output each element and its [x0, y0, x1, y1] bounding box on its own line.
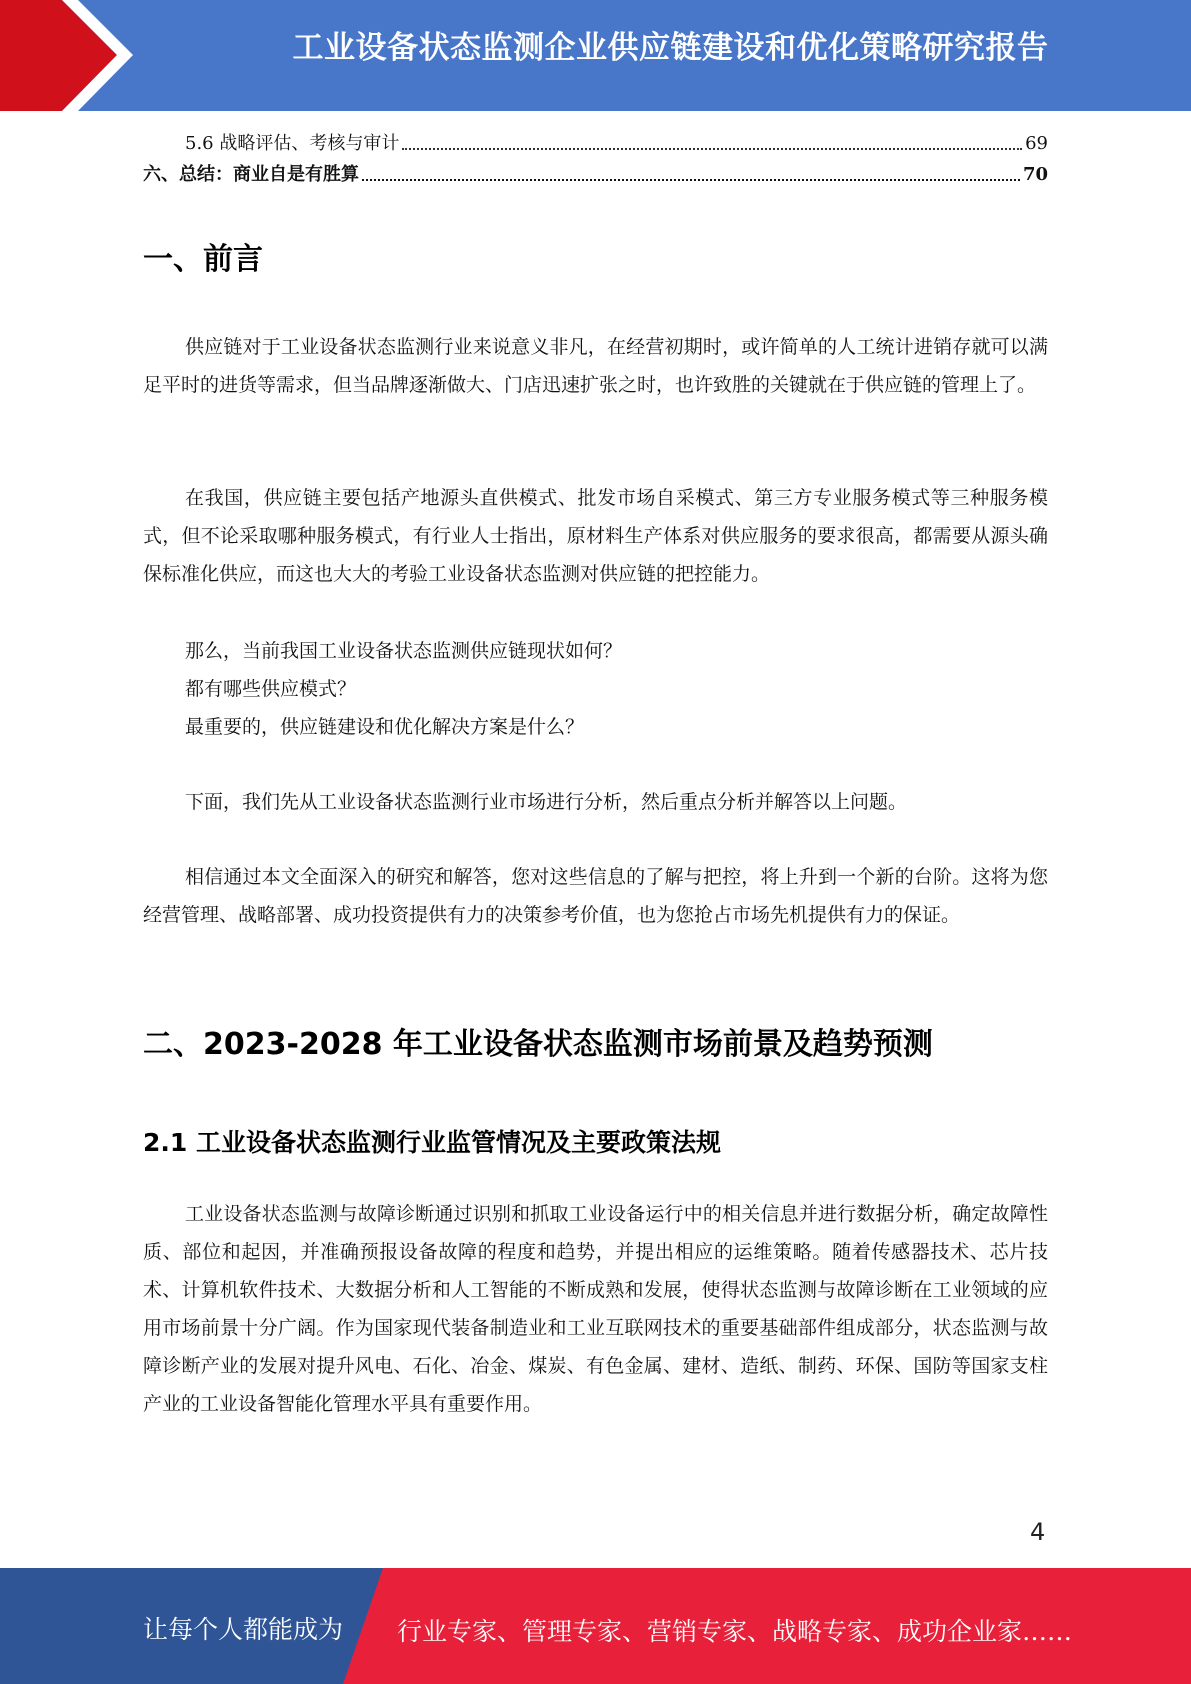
toc-entry[interactable]	[143, 161, 1048, 187]
question-line: 那么，当前我国工业设备状态监测供应链现状如何？	[185, 640, 623, 662]
paragraph: 下面，我们先从工业设备状态监测行业市场进行分析，然后重点分析并解答以上问题。	[185, 791, 908, 813]
toc-leader-dots	[362, 179, 1020, 181]
page-header	[0, 0, 1191, 111]
toc-entry-label: 六、总结：商业自是有胜算	[143, 164, 359, 185]
paragraph: 工业设备状态监测与故障诊断通过识别和抓取工业设备运行中的相关信息并进行数据分析，确定故障性质、部位和起因，并准确预报设备故障的程度和趋势，并提出相应的运维策略。随着传感器技术、芯片技术、计算机软件技术、大数据分析和人工智能的不断成熟和发展，使得状态监测与故障诊断在工业领域的应用市场前景十分广阔。作为国家现代装备制造业和工业互联网技术的重要基础部件组成部分，状态监测与故障诊断产业的发展对提升风电、石化、冶金、煤炭、有色金属、建材、造纸、制药、环保、国防等国家支柱产业的工业设备智能化管理水平具有重要作用。	[143, 1203, 1048, 1415]
paragraph: 供应链对于工业设备状态监测行业来说意义非凡，在经营初期时，或许简单的人工统计进销存就可以满足平时的进货等需求，但当品牌逐渐做大、门店迅速扩张之时，也许致胜的关键就在于供应链的管理上了。	[143, 336, 1048, 396]
section-heading-preface: 一、前言	[143, 242, 263, 277]
toc-entry-page: 69	[1025, 133, 1048, 154]
report-title: 工业设备状态监测企业供应链建设和优化策略研究报告	[292, 30, 1049, 66]
toc-entry-page: 70	[1022, 164, 1048, 185]
section-heading-market-forecast: 二、2023-2028 年工业设备状态监测市场前景及趋势预测	[143, 1027, 933, 1062]
toc-entry[interactable]	[143, 130, 1048, 156]
footer-slogan-right: 行业专家、管理专家、营销专家、战略专家、成功企业家……	[397, 1617, 1073, 1646]
subsection-heading: 2.1 工业设备状态监测行业监管情况及主要政策法规	[143, 1128, 721, 1157]
toc-leader-dots	[402, 148, 1022, 150]
toc-entry-label: 5.6 战略评估、考核与审计	[185, 133, 400, 154]
paragraph: 在我国，供应链主要包括产地源头直供模式、批发市场自采模式、第三方专业服务模式等三种服务模式，但不论采取哪种服务模式，有行业人士指出，原材料生产体系对供应服务的要求很高，都需要从源头确保标准化供应，而这也大大的考验工业设备状态监测对供应链的把控能力。	[143, 487, 1048, 585]
paragraph: 相信通过本文全面深入的研究和解答，您对这些信息的了解与把控，将上升到一个新的台阶。这将为您经营管理、战略部署、成功投资提供有力的决策参考价值，也为您抢占市场先机提供有力的保证。	[143, 866, 1048, 926]
header-arrow-graphic	[0, 0, 160, 111]
question-line: 都有哪些供应模式？	[185, 678, 357, 700]
page-number: 4	[1030, 1518, 1046, 1546]
footer-slogan-left: 让每个人都能成为	[143, 1615, 344, 1644]
question-line: 最重要的，供应链建设和优化解决方案是什么？	[185, 716, 585, 738]
page-footer	[0, 1568, 1191, 1684]
